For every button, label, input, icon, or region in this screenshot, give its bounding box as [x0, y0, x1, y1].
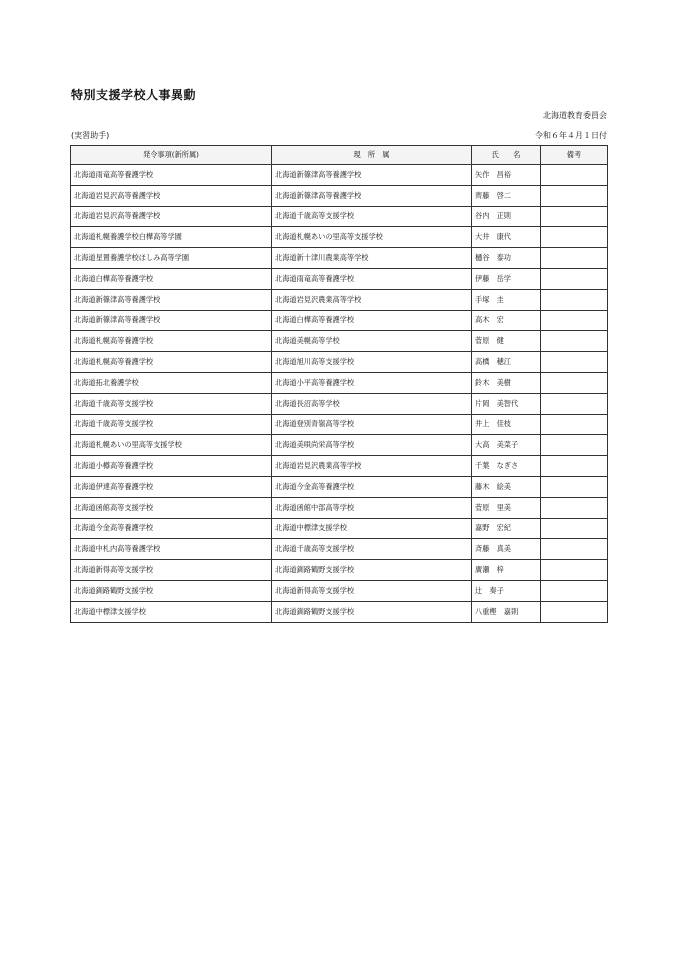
cell-name: 齊藤 啓二: [472, 185, 541, 206]
cell-name: 廣瀬 梓: [472, 560, 541, 581]
cell-current-assignment: 北海道釧路鶴野支援学校: [272, 560, 472, 581]
header-new-assignment: 発令事項(新所属): [71, 146, 272, 165]
table-row: [71, 476, 608, 497]
cell-remarks: [541, 310, 608, 331]
cell-name: 嘉野 宏紀: [472, 518, 541, 539]
cell-current-assignment: 北海道今金高等養護学校: [272, 476, 472, 497]
effective-date: 令和６年４月１日付: [535, 131, 607, 140]
cell-new-assignment: 北海道伊達高等養護学校: [71, 476, 272, 497]
cell-name: 大高 美菜子: [472, 435, 541, 456]
cell-remarks: [541, 165, 608, 186]
cell-current-assignment: 北海道新十津川農業高等学校: [272, 248, 472, 269]
cell-new-assignment: 北海道釧路鶴野支援学校: [71, 580, 272, 601]
cell-name: 大井 康代: [472, 227, 541, 248]
cell-new-assignment: 北海道岩見沢高等養護学校: [71, 206, 272, 227]
cell-current-assignment: 北海道登別青嶺高等学校: [272, 414, 472, 435]
cell-current-assignment: 北海道函館中部高等学校: [272, 497, 472, 518]
cell-new-assignment: 北海道中札内高等養護学校: [71, 539, 272, 560]
table-row: [71, 414, 608, 435]
cell-current-assignment: 北海道釧路鶴野支援学校: [272, 601, 472, 622]
cell-new-assignment: 北海道小樽高等養護学校: [71, 456, 272, 477]
cell-new-assignment: 北海道岩見沢高等養護学校: [71, 185, 272, 206]
table-row: [71, 372, 608, 393]
cell-remarks: [541, 227, 608, 248]
table-row: [71, 497, 608, 518]
cell-name: 鈴木 美樹: [472, 372, 541, 393]
cell-new-assignment: 北海道札幌あいの里高等支援学校: [71, 435, 272, 456]
cell-new-assignment: 北海道雨竜高等養護学校: [71, 165, 272, 186]
cell-name: 樋谷 泰功: [472, 248, 541, 269]
cell-name: 藤木 絵美: [472, 476, 541, 497]
cell-current-assignment: 北海道千歳高等支援学校: [272, 206, 472, 227]
cell-current-assignment: 北海道美幌高等学校: [272, 331, 472, 352]
cell-remarks: [541, 289, 608, 310]
cell-remarks: [541, 331, 608, 352]
cell-current-assignment: 北海道岩見沢農業高等学校: [272, 289, 472, 310]
cell-new-assignment: 北海道新篠津高等養護学校: [71, 310, 272, 331]
header-remarks: 備考: [541, 146, 608, 165]
cell-remarks: [541, 476, 608, 497]
table-row: [71, 352, 608, 373]
cell-remarks: [541, 580, 608, 601]
cell-name: 斉藤 真美: [472, 539, 541, 560]
cell-new-assignment: 北海道星置養護学校ほしみ高等学園: [71, 248, 272, 269]
cell-new-assignment: 北海道白樺高等養護学校: [71, 268, 272, 289]
table-row: [71, 310, 608, 331]
table-row: [71, 268, 608, 289]
cell-name: 矢作 昌裕: [472, 165, 541, 186]
cell-current-assignment: 北海道新篠津高等養護学校: [272, 185, 472, 206]
cell-remarks: [541, 248, 608, 269]
cell-remarks: [541, 352, 608, 373]
cell-remarks: [541, 456, 608, 477]
cell-remarks: [541, 268, 608, 289]
table-row: [71, 185, 608, 206]
cell-name: 高橋 穂江: [472, 352, 541, 373]
cell-new-assignment: 北海道拓北養護学校: [71, 372, 272, 393]
cell-name: 井上 佳枝: [472, 414, 541, 435]
table-row: [71, 206, 608, 227]
table-row: [71, 435, 608, 456]
cell-remarks: [541, 393, 608, 414]
header-name: 氏 名: [472, 146, 541, 165]
table-header-row: [71, 146, 608, 165]
table-row: [71, 560, 608, 581]
table-row: [71, 248, 608, 269]
page-title: 特別支援学校人事異動: [71, 88, 197, 102]
table-row: [71, 580, 608, 601]
cell-new-assignment: 北海道中標津支援学校: [71, 601, 272, 622]
cell-name: 伊藤 岳学: [472, 268, 541, 289]
table-row: [71, 539, 608, 560]
cell-remarks: [541, 497, 608, 518]
issuing-organization: 北海道教育委員会: [543, 111, 607, 120]
table-row: [71, 289, 608, 310]
cell-remarks: [541, 601, 608, 622]
cell-current-assignment: 北海道旭川高等支援学校: [272, 352, 472, 373]
cell-new-assignment: 北海道新得高等支援学校: [71, 560, 272, 581]
cell-current-assignment: 北海道新篠津高等養護学校: [272, 165, 472, 186]
header-current-assignment: 現 所 属: [272, 146, 472, 165]
cell-remarks: [541, 185, 608, 206]
table-row: [71, 518, 608, 539]
cell-current-assignment: 北海道美唄尚栄高等学校: [272, 435, 472, 456]
cell-current-assignment: 北海道千歳高等支援学校: [272, 539, 472, 560]
cell-current-assignment: 北海道雨竜高等養護学校: [272, 268, 472, 289]
table-row: [71, 227, 608, 248]
cell-name: 谷内 正則: [472, 206, 541, 227]
cell-remarks: [541, 435, 608, 456]
cell-new-assignment: 北海道札幌養護学校白樺高等学園: [71, 227, 272, 248]
cell-name: 辻 奏子: [472, 580, 541, 601]
section-label: (実習助手): [71, 131, 110, 140]
cell-name: 菅原 里美: [472, 497, 541, 518]
cell-name: 片岡 美智代: [472, 393, 541, 414]
table-row: [71, 331, 608, 352]
cell-new-assignment: 北海道札幌高等養護学校: [71, 352, 272, 373]
cell-new-assignment: 北海道函館高等支援学校: [71, 497, 272, 518]
cell-new-assignment: 北海道今金高等養護学校: [71, 518, 272, 539]
cell-current-assignment: 北海道岩見沢農業高等学校: [272, 456, 472, 477]
cell-remarks: [541, 560, 608, 581]
cell-new-assignment: 北海道千歳高等支援学校: [71, 393, 272, 414]
table-row: [71, 456, 608, 477]
cell-name: 手塚 圭: [472, 289, 541, 310]
table-row: [71, 393, 608, 414]
cell-remarks: [541, 518, 608, 539]
cell-new-assignment: 北海道千歳高等支援学校: [71, 414, 272, 435]
cell-name: 菅原 健: [472, 331, 541, 352]
cell-current-assignment: 北海道新得高等支援学校: [272, 580, 472, 601]
cell-remarks: [541, 539, 608, 560]
cell-name: 高木 宏: [472, 310, 541, 331]
cell-remarks: [541, 414, 608, 435]
cell-remarks: [541, 372, 608, 393]
cell-current-assignment: 北海道白樺高等養護学校: [272, 310, 472, 331]
cell-new-assignment: 北海道札幌高等養護学校: [71, 331, 272, 352]
cell-remarks: [541, 206, 608, 227]
cell-name: 八重樫 嘉則: [472, 601, 541, 622]
cell-current-assignment: 北海道中標津支援学校: [272, 518, 472, 539]
cell-current-assignment: 北海道長沼高等学校: [272, 393, 472, 414]
table-row: [71, 601, 608, 622]
cell-new-assignment: 北海道新篠津高等養護学校: [71, 289, 272, 310]
cell-current-assignment: 北海道小平高等養護学校: [272, 372, 472, 393]
personnel-table: [70, 145, 608, 623]
table-row: [71, 165, 608, 186]
cell-name: 千葉 なぎさ: [472, 456, 541, 477]
cell-current-assignment: 北海道札幌あいの里高等支援学校: [272, 227, 472, 248]
